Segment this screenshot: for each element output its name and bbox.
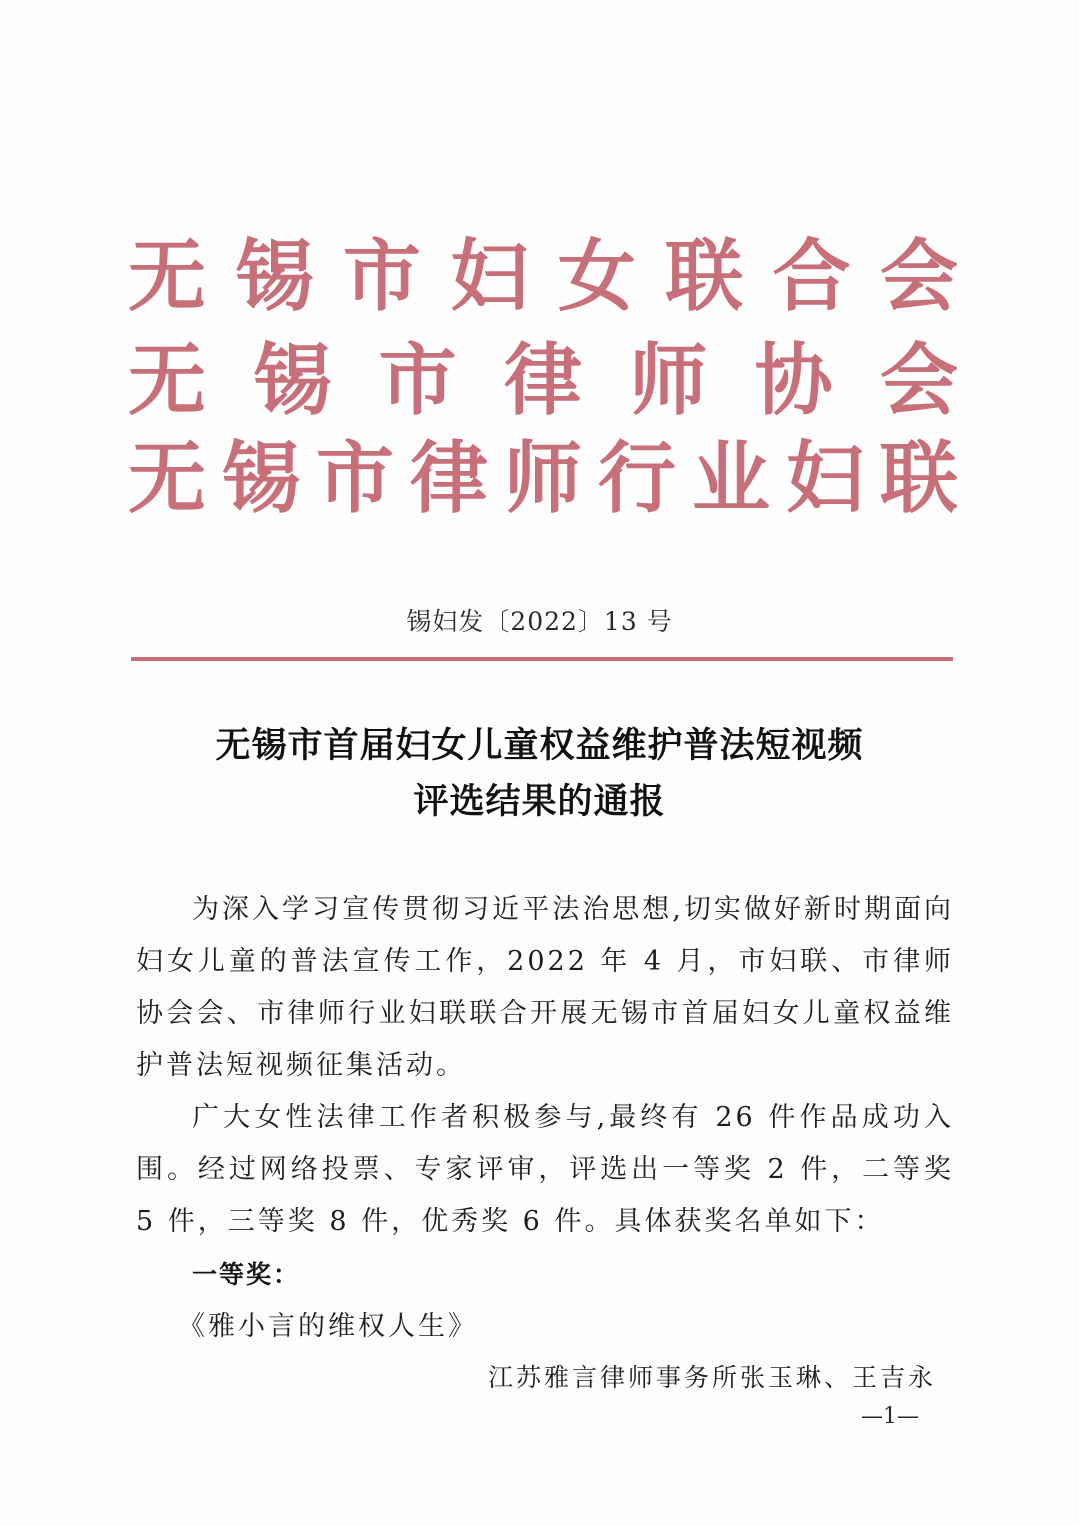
masthead-char: 锡 — [221, 433, 300, 524]
masthead-line-2 — [128, 335, 958, 426]
masthead-char: 市 — [315, 433, 394, 524]
document-number: 锡妇发〔2022〕13 号 — [406, 607, 673, 636]
award-work-title: 《雅小言的维权人生》 — [178, 1311, 478, 1342]
masthead-char: 师 — [629, 335, 708, 426]
masthead-char: 市 — [342, 231, 421, 322]
masthead-char: 锡 — [253, 335, 332, 426]
masthead-char: 妇 — [450, 231, 529, 322]
masthead-char: 合 — [772, 231, 851, 322]
masthead-line-3 — [128, 433, 958, 524]
first-prize-heading: 一等奖： — [192, 1260, 301, 1289]
masthead-line-1 — [128, 231, 958, 322]
masthead-char: 律 — [503, 335, 582, 426]
masthead-char: 行 — [597, 433, 676, 524]
masthead-char: 无 — [128, 335, 207, 426]
masthead-char: 会 — [879, 231, 958, 322]
masthead-char: 市 — [378, 335, 457, 426]
document-title-line-2: 评选结果的通报 — [413, 782, 666, 822]
masthead-char: 师 — [503, 433, 582, 524]
masthead-char: 女 — [557, 231, 636, 322]
masthead-char: 律 — [409, 433, 488, 524]
body-paragraph-2: 广大女性法律工作者积极参与,最终有 26 件作品成功入围。经过网络投票、专家评审，评选出一等奖 2 件，二等奖 5 件，三等奖 8 件，优秀奖 6 件。具体获奖名单如下： — [136, 1102, 954, 1237]
masthead-char: 业 — [691, 433, 770, 524]
masthead-char: 妇 — [785, 433, 864, 524]
red-divider-line — [131, 657, 953, 661]
masthead-char: 无 — [128, 231, 207, 322]
masthead-char: 会 — [879, 335, 958, 426]
masthead-char: 联 — [665, 231, 744, 322]
document-title-line-1: 无锡市首届妇女儿童权益维护普法短视频 — [215, 726, 864, 766]
masthead-char: 联 — [879, 433, 958, 524]
body-paragraph-1: 为深入学习宣传贯彻习近平法治思想,切实做好新时期面向妇女儿童的普法宣传工作，2022 年 4 月，市妇联、市律师协会会、市律师行业妇联联合开展无锡市首届妇女儿童权益维护普法短视频征集活动。 — [136, 894, 954, 1081]
award-work-author: 江苏雅言律师事务所张玉琳、王吉永 — [487, 1363, 936, 1392]
masthead-char: 无 — [128, 433, 207, 524]
page-number: —1— — [861, 1404, 919, 1429]
masthead-char: 协 — [754, 335, 833, 426]
masthead-char: 锡 — [235, 231, 314, 322]
